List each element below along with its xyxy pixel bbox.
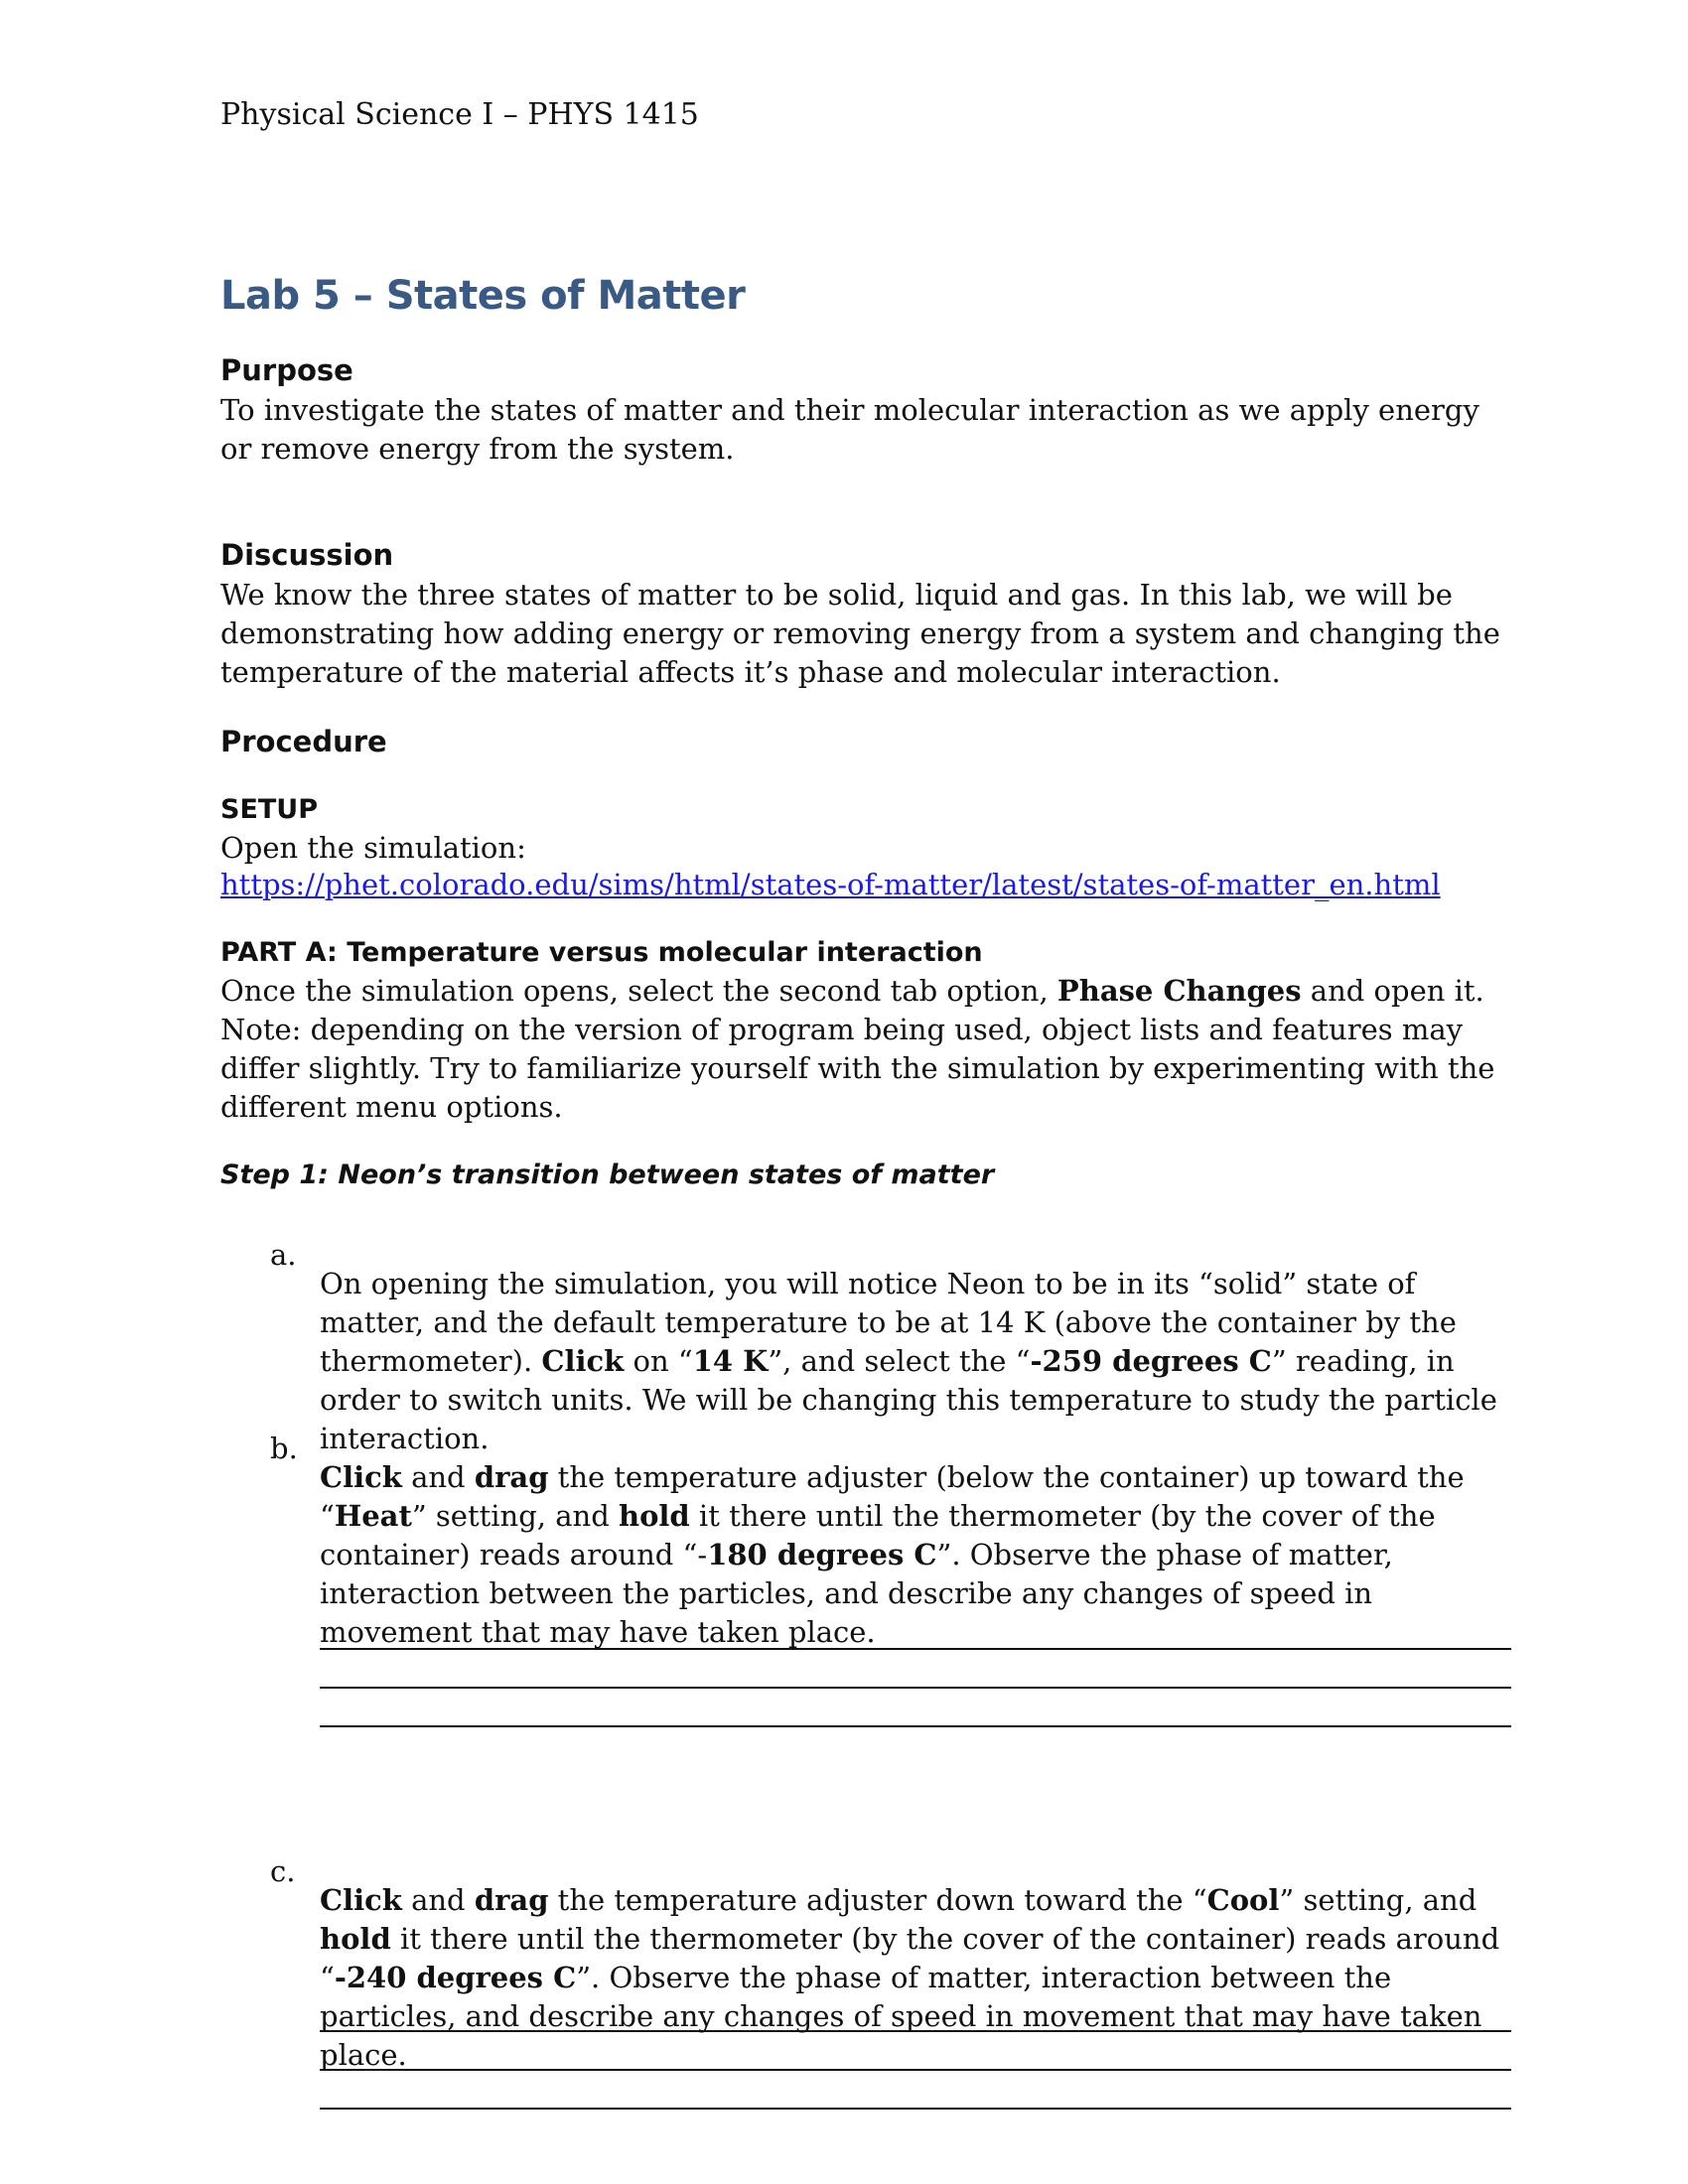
- course-header: Physical Science I – PHYS 1415: [220, 97, 699, 132]
- purpose-section: [220, 353, 1511, 469]
- discussion-section: [220, 538, 1511, 692]
- part-a-intro: Once the simulation opens, select the second tab option, Phase Changes and open it. Note: depending on the version of program being used, object lists and features may differ slightly. Try to familiarize yourself with the simulation by experimenting with the different menu options.: [220, 974, 1495, 1124]
- procedure-heading: Procedure: [220, 725, 387, 758]
- answer-line[interactable]: [320, 1648, 1511, 1650]
- list-marker: b.: [270, 1432, 298, 1465]
- setup-section: [220, 794, 1511, 901]
- purpose-heading: Purpose: [220, 353, 353, 387]
- list-marker: c.: [270, 1854, 296, 1888]
- discussion-text: We know the three states of matter to be solid, liquid and gas. In this lab, we will be demonstrating how adding energy or removing energy from a system and changing the temperature of the material affects it’s phase and molecular interaction.: [220, 578, 1500, 689]
- setup-heading: SETUP: [220, 794, 319, 825]
- list-item-text: Click and drag the temperature adjuster down toward the “Cool” setting, and hold it there until the thermometer (by the cover of the container) reads around “-240 degrees C”. Observe the phase of matter, interaction between the particles, and describe any changes of speed in movement that may have taken place.: [320, 1883, 1500, 2072]
- setup-text: Open the simulation:: [220, 831, 526, 865]
- discussion-heading: Discussion: [220, 538, 394, 572]
- step-1-title-wrap: [220, 1160, 1511, 1190]
- list-item-text: Click and drag the temperature adjuster (below the container) up toward the “Heat” setting, and hold it there until the thermometer (by the cover of the container) reads around “-180 degrees C”. Observe the phase of matter, interaction between the particles, and describe any changes of speed in movement that may have taken place.: [320, 1460, 1465, 1649]
- step-1-title: Step 1: Neon’s transition between states of matter: [220, 1160, 995, 1190]
- simulation-link[interactable]: https://phet.colorado.edu/sims/html/states-of-matter/latest/states-of-matter_en.html: [220, 868, 1441, 901]
- answer-lines-c: [320, 2030, 1511, 2146]
- answer-line[interactable]: [320, 1687, 1511, 1689]
- answer-line[interactable]: [320, 2108, 1511, 2110]
- list-marker: a.: [270, 1238, 297, 1272]
- part-a-section: [220, 937, 1511, 1127]
- procedure-section: [220, 725, 1511, 758]
- list-item-text: On opening the simulation, you will notice Neon to be in its “solid” state of matter, and the default temperature to be at 14 K (above the container by the thermometer). Click on “14 K”, and select the “-259 degrees C” reading, in order to switch units. We will be changing this temperature to study the particle interaction.: [320, 1267, 1497, 1455]
- answer-line[interactable]: [320, 2030, 1511, 2032]
- purpose-text: To investigate the states of matter and their molecular interaction as we apply energy or remove energy from the system.: [220, 393, 1479, 466]
- answer-line[interactable]: [320, 2069, 1511, 2071]
- answer-lines-b: [320, 1648, 1511, 1764]
- answer-line[interactable]: [320, 1725, 1511, 1727]
- page-title: Lab 5 – States of Matter: [220, 273, 746, 319]
- part-a-heading: PART A: Temperature versus molecular interaction: [220, 937, 983, 968]
